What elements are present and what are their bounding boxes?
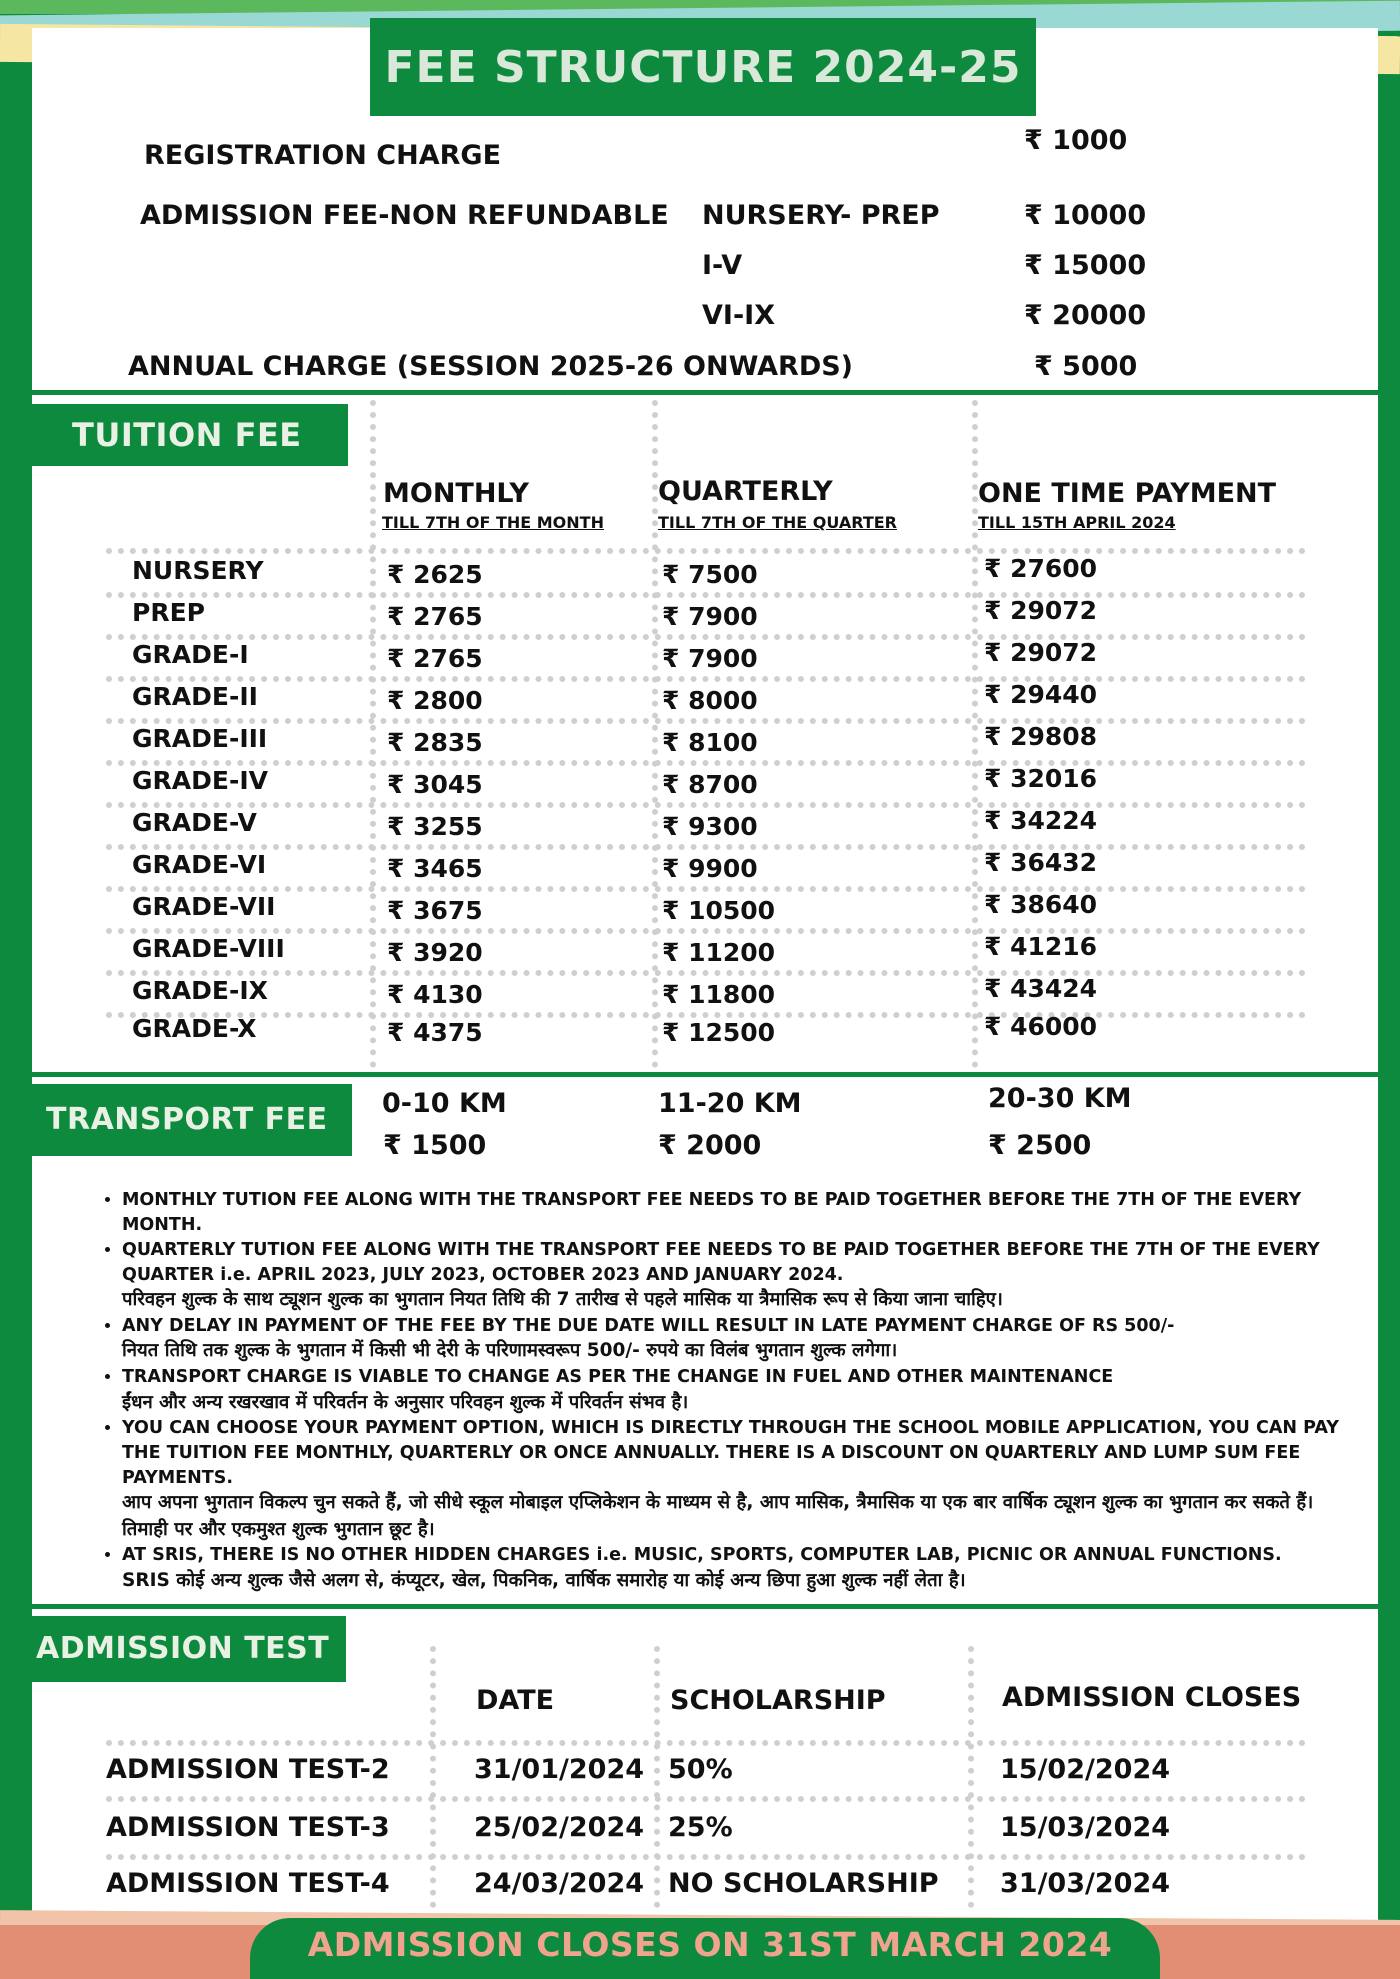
note-text-hindi: ईंधन और अन्य रखरखाव में परिवर्तन के अनुसार परिवहन शुल्क में परिवर्तन संभव है। bbox=[122, 1391, 689, 1413]
note-item bbox=[122, 1188, 1342, 1238]
footer-text: ADMISSION CLOSES ON 31ST MARCH 2024 bbox=[307, 1925, 1113, 1964]
tuition-fee-tab: TUITION FEE bbox=[32, 404, 348, 466]
monthly-fee: ₹ 2625 bbox=[387, 560, 483, 589]
row-divider bbox=[106, 802, 1306, 808]
admission-class: I-V bbox=[702, 250, 743, 281]
transport-fee-tab: TRANSPORT FEE bbox=[32, 1084, 352, 1156]
scholarship-header: SCHOLARSHIP bbox=[670, 1685, 886, 1716]
monthly-header: MONTHLY bbox=[383, 478, 529, 509]
row-divider bbox=[106, 844, 1306, 850]
row-divider bbox=[106, 676, 1306, 682]
note-text: YOU CAN CHOOSE YOUR PAYMENT OPTION, WHICH IS DIRECTLY THROUGH THE SCHOOL MOBILE APPLICATION, YOU CAN PAY THE TUITION FEE MONTHLY, QUARTERLY OR ONCE ANNUALLY. THERE IS A DISCOUNT ON QUARTERLY AND LUMP SUM FEE PAYMENTS. bbox=[122, 1417, 1339, 1488]
monthly-fee: ₹ 3920 bbox=[387, 938, 483, 967]
admission-closes-date: 15/03/2024 bbox=[1000, 1812, 1171, 1843]
page-title: FEE STRUCTURE 2024-25 bbox=[370, 18, 1036, 116]
grade-label: GRADE-X bbox=[132, 1014, 257, 1043]
one-time-fee: ₹ 38640 bbox=[984, 890, 1098, 919]
note-text-hindi: आप अपना भुगतान विकल्प चुन सकते हैं, जो सीधे स्कूल मोबाइल एप्लिकेशन के माध्यम से है, आप मासिक, त्रैमासिक या एक बार वार्षिक ट्यूशन शुल्क का भुगतान कर सकते हैं। तिमाही पर और एकमुश्त शुल्क भुगतान छूट है। bbox=[122, 1492, 1314, 1540]
row-divider bbox=[106, 970, 1306, 976]
quarterly-fee: ₹ 9300 bbox=[662, 812, 758, 841]
admission-fee-label: ADMISSION FEE-NON REFUNDABLE bbox=[140, 200, 669, 231]
one-time-fee: ₹ 36432 bbox=[984, 848, 1098, 877]
monthly-fee: ₹ 2800 bbox=[387, 686, 483, 715]
note-text: TRANSPORT CHARGE IS VIABLE TO CHANGE AS PER THE CHANGE IN FUEL AND OTHER MAINTENANCE bbox=[122, 1366, 1114, 1387]
monthly-fee: ₹ 4130 bbox=[387, 980, 483, 1009]
monthly-fee: ₹ 3255 bbox=[387, 812, 483, 841]
one-time-fee: ₹ 27600 bbox=[984, 554, 1098, 583]
row-divider bbox=[106, 634, 1306, 640]
registration-label: REGISTRATION CHARGE bbox=[144, 140, 502, 171]
quarterly-fee: ₹ 7500 bbox=[662, 560, 758, 589]
column-divider bbox=[968, 1646, 974, 1908]
one-time-fee: ₹ 46000 bbox=[984, 1012, 1098, 1041]
grade-label: GRADE-VII bbox=[132, 892, 276, 921]
one-time-fee: ₹ 29072 bbox=[984, 596, 1098, 625]
annual-charge-label: ANNUAL CHARGE (SESSION 2025-26 ONWARDS) bbox=[128, 351, 854, 382]
grade-label: GRADE-IX bbox=[132, 976, 268, 1005]
quarterly-fee: ₹ 11200 bbox=[662, 938, 776, 967]
one-time-header: ONE TIME PAYMENT bbox=[978, 478, 1277, 509]
note-text-hindi: SRIS कोई अन्य शुल्क जैसे अलग से, कंप्यूटर, खेल, पिकनिक, वार्षिक समारोह या कोई अन्य छिपा हुआ शुल्क नहीं लेता है। bbox=[122, 1569, 966, 1591]
row-divider bbox=[106, 592, 1306, 598]
grade-label: GRADE-V bbox=[132, 808, 257, 837]
section-divider bbox=[32, 390, 1378, 395]
column-divider bbox=[370, 400, 376, 1068]
one-time-due-note: TILL 15TH APRIL 2024 bbox=[978, 513, 1176, 532]
transport-range: 0-10 KM bbox=[382, 1088, 507, 1119]
grade-label: GRADE-IV bbox=[132, 766, 268, 795]
admission-closes-header: ADMISSION CLOSES bbox=[1002, 1682, 1302, 1713]
quarterly-fee: ₹ 8000 bbox=[662, 686, 758, 715]
quarterly-fee: ₹ 7900 bbox=[662, 602, 758, 631]
monthly-fee: ₹ 2835 bbox=[387, 728, 483, 757]
admission-amount: ₹ 20000 bbox=[1024, 300, 1147, 331]
monthly-due-note: TILL 7TH OF THE MONTH bbox=[382, 513, 604, 532]
note-text: AT SRIS, THERE IS NO OTHER HIDDEN CHARGES i.e. MUSIC, SPORTS, COMPUTER LAB, PICNIC OR ANNUAL FUNCTIONS. bbox=[122, 1544, 1282, 1565]
note-item bbox=[122, 1365, 1342, 1416]
admission-test-name: ADMISSION TEST-4 bbox=[106, 1868, 390, 1899]
scholarship-value: 50% bbox=[668, 1754, 733, 1785]
admission-test-date: 31/01/2024 bbox=[474, 1754, 645, 1785]
note-text: QUARTERLY TUTION FEE ALONG WITH THE TRANSPORT FEE NEEDS TO BE PAID TOGETHER BEFORE THE 7TH OF THE EVERY QUARTER i.e. APRIL 2023, JULY 2023, OCTOBER 2023 AND JANUARY 2024. bbox=[122, 1239, 1320, 1285]
row-divider bbox=[106, 1796, 1306, 1802]
transport-amount: ₹ 1500 bbox=[383, 1130, 487, 1161]
grade-label: NURSERY bbox=[132, 556, 264, 585]
transport-range: 20-30 KM bbox=[988, 1083, 1132, 1114]
monthly-fee: ₹ 2765 bbox=[387, 602, 483, 631]
row-divider bbox=[106, 1854, 1306, 1860]
transport-amount: ₹ 2000 bbox=[658, 1130, 762, 1161]
transport-range: 11-20 KM bbox=[658, 1088, 802, 1119]
registration-amount: ₹ 1000 bbox=[1024, 125, 1128, 156]
grade-label: GRADE-III bbox=[132, 724, 268, 753]
admission-closes-date: 31/03/2024 bbox=[1000, 1868, 1171, 1899]
annual-charge-amount: ₹ 5000 bbox=[1034, 351, 1138, 382]
row-divider bbox=[106, 1740, 1306, 1746]
row-divider bbox=[106, 718, 1306, 724]
grade-label: GRADE-II bbox=[132, 682, 258, 711]
transport-amount: ₹ 2500 bbox=[988, 1130, 1092, 1161]
quarterly-fee: ₹ 10500 bbox=[662, 896, 776, 925]
row-divider bbox=[106, 928, 1306, 934]
admission-amount: ₹ 10000 bbox=[1024, 200, 1147, 231]
quarterly-fee: ₹ 8700 bbox=[662, 770, 758, 799]
admission-closes-date: 15/02/2024 bbox=[1000, 1754, 1171, 1785]
date-header: DATE bbox=[476, 1685, 555, 1716]
grade-label: GRADE-VI bbox=[132, 850, 267, 879]
quarterly-fee: ₹ 9900 bbox=[662, 854, 758, 883]
admission-amount: ₹ 15000 bbox=[1024, 250, 1147, 281]
column-divider bbox=[430, 1646, 436, 1908]
quarterly-fee: ₹ 8100 bbox=[662, 728, 758, 757]
grade-label: PREP bbox=[132, 598, 205, 627]
fee-notes bbox=[92, 1188, 1342, 1594]
row-divider bbox=[106, 886, 1306, 892]
column-divider bbox=[654, 1646, 660, 1908]
admission-class: VI-IX bbox=[702, 300, 776, 331]
one-time-fee: ₹ 41216 bbox=[984, 932, 1098, 961]
note-item bbox=[122, 1238, 1342, 1314]
monthly-fee: ₹ 3465 bbox=[387, 854, 483, 883]
admission-class: NURSERY- PREP bbox=[702, 200, 940, 231]
admission-test-date: 24/03/2024 bbox=[474, 1868, 645, 1899]
admission-test-name: ADMISSION TEST-3 bbox=[106, 1812, 390, 1843]
admission-test-name: ADMISSION TEST-2 bbox=[106, 1754, 390, 1785]
section-divider bbox=[32, 1072, 1378, 1077]
admission-test-tab: ADMISSION TEST bbox=[32, 1616, 346, 1682]
note-item bbox=[122, 1543, 1342, 1594]
one-time-fee: ₹ 29808 bbox=[984, 722, 1098, 751]
note-text: ANY DELAY IN PAYMENT OF THE FEE BY THE DUE DATE WILL RESULT IN LATE PAYMENT CHARGE OF RS 500/- bbox=[122, 1315, 1175, 1336]
note-item bbox=[122, 1314, 1342, 1365]
one-time-fee: ₹ 32016 bbox=[984, 764, 1098, 793]
monthly-fee: ₹ 3045 bbox=[387, 770, 483, 799]
note-item bbox=[122, 1416, 1342, 1543]
quarterly-due-note: TILL 7TH OF THE QUARTER bbox=[658, 513, 897, 532]
note-text: MONTHLY TUTION FEE ALONG WITH THE TRANSPORT FEE NEEDS TO BE PAID TOGETHER BEFORE THE 7TH OF THE EVERY MONTH. bbox=[122, 1190, 1302, 1235]
admission-test-date: 25/02/2024 bbox=[474, 1812, 645, 1843]
one-time-fee: ₹ 29440 bbox=[984, 680, 1098, 709]
scholarship-value: NO SCHOLARSHIP bbox=[668, 1868, 939, 1899]
grade-label: GRADE-VIII bbox=[132, 934, 285, 963]
one-time-fee: ₹ 43424 bbox=[984, 974, 1098, 1003]
quarterly-header: QUARTERLY bbox=[658, 476, 833, 507]
one-time-fee: ₹ 29072 bbox=[984, 638, 1098, 667]
row-divider bbox=[106, 760, 1306, 766]
row-divider bbox=[106, 548, 1306, 554]
quarterly-fee: ₹ 7900 bbox=[662, 644, 758, 673]
monthly-fee: ₹ 2765 bbox=[387, 644, 483, 673]
scholarship-value: 25% bbox=[668, 1812, 733, 1843]
monthly-fee: ₹ 4375 bbox=[387, 1018, 483, 1047]
one-time-fee: ₹ 34224 bbox=[984, 806, 1098, 835]
quarterly-fee: ₹ 12500 bbox=[662, 1018, 776, 1047]
note-text-hindi: परिवहन शुल्क के साथ ट्यूशन शुल्क का भुगतान नियत तिथि की 7 तारीख से पहले मासिक या त्रैमासिक रूप से किया जाना चाहिए। bbox=[122, 1289, 1003, 1311]
grade-label: GRADE-I bbox=[132, 640, 249, 669]
note-text-hindi: नियत तिथि तक शुल्क के भुगतान में किसी भी देरी के परिणामस्वरूप 500/- रुपये का विलंब भुगतान शुल्क लगेगा। bbox=[122, 1340, 898, 1362]
quarterly-fee: ₹ 11800 bbox=[662, 980, 776, 1009]
monthly-fee: ₹ 3675 bbox=[387, 896, 483, 925]
section-divider bbox=[32, 1604, 1378, 1609]
